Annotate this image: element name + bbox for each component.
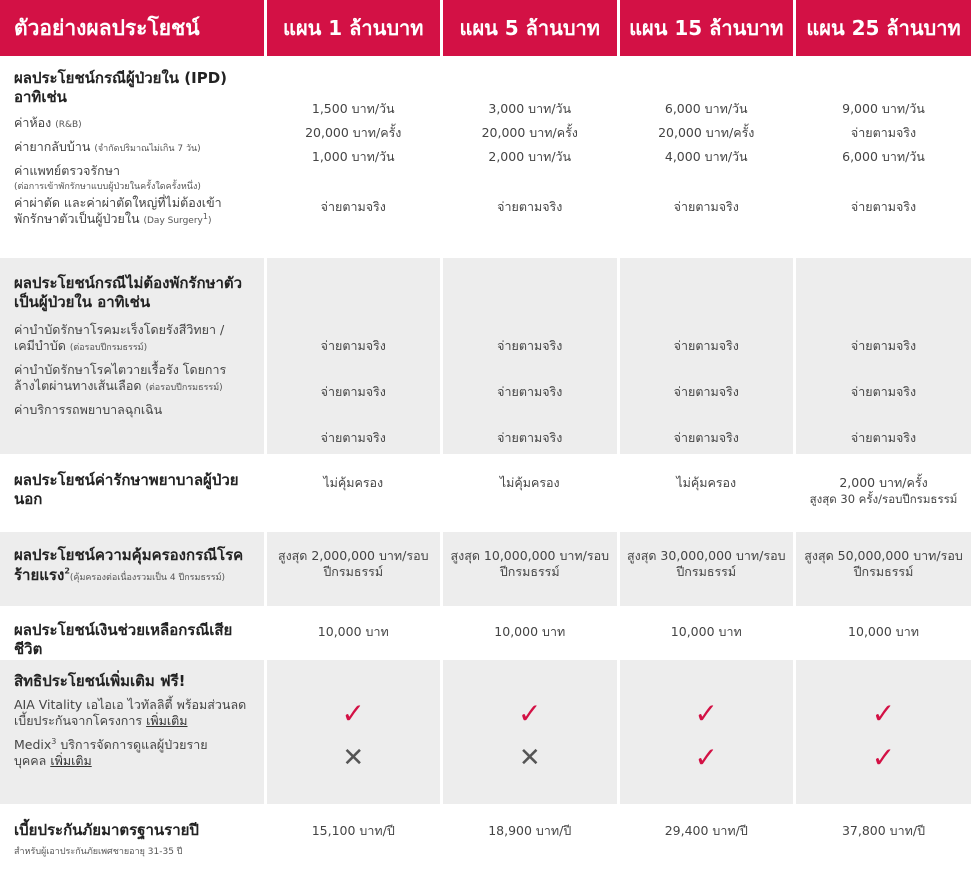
ambulance-value: จ่ายตามจริง	[850, 430, 917, 445]
table-title: ตัวอย่างผลประโยชน์	[0, 0, 265, 57]
extras-plan-3	[618, 660, 795, 805]
nonstay-plan-1	[265, 258, 442, 455]
nonstay-title-1: ผลประโยชน์กรณีไม่ต้องพักรักษาตัว	[14, 274, 243, 292]
medix-label-1: Medix$^3$ บริการจัดการดูแลผู้ป่วยราย	[14, 736, 208, 752]
death-title: ผลประโยชน์เงินช่วยเหลือกรณีเสียชีวิต	[14, 621, 233, 658]
extras-section	[0, 660, 971, 805]
nonstay-section	[0, 258, 971, 455]
check-icon: ✓	[518, 697, 542, 730]
death-plan-3: 10,000 บาท	[618, 607, 795, 660]
premium-plan-1: 15,100 บาท/ปี	[265, 805, 442, 876]
home-med-value: 20,000 บาท/ครั้ง	[481, 125, 578, 140]
opd-value: ไม่คุ้มครอง	[676, 475, 737, 490]
doctor-value: 1,000 บาท/วัน	[311, 149, 395, 164]
opd-plan-4	[795, 455, 971, 532]
opd-title: ผลประโยชน์ค่ารักษาพยาบาลผู้ป่วยนอก	[14, 471, 239, 508]
critical-plan-1: สูงสุด 2,000,000 บาท/รอบ ปีกรมธรรม์	[265, 532, 442, 607]
premium-label-cell	[0, 805, 265, 876]
opd-value: ไม่คุ้มครอง	[499, 475, 560, 490]
kidney-value: จ่ายตามจริง	[850, 384, 917, 399]
plan-header-1: แผน 1 ล้านบาท	[265, 0, 442, 57]
ipd-section	[0, 57, 971, 258]
critical-plan-4: สูงสุด 50,000,000 บาท/รอบ ปีกรมธรรม์	[795, 532, 971, 607]
ipd-title: ผลประโยชน์กรณีผู้ป่วยใน (IPD) อาทิเช่น	[14, 69, 228, 106]
check-icon: ✓	[871, 741, 896, 774]
death-plan-2: 10,000 บาท	[442, 607, 619, 660]
doctor-value: 4,000 บาท/วัน	[664, 149, 748, 164]
cancer-value: จ่ายตามจริง	[497, 338, 563, 353]
home-med-value: 20,000 บาท/ครั้ง	[658, 125, 755, 140]
ipd-plan-2	[442, 57, 619, 258]
opd-value-line2: สูงสุด 30 ครั้ง/รอบปีกรมธรรม์	[809, 492, 958, 506]
opd-value-line1: 2,000 บาท/ครั้ง	[839, 475, 928, 490]
check-icon: ✓	[871, 697, 896, 730]
cancer-value: จ่ายตามจริง	[320, 338, 386, 353]
opd-plan-2	[442, 455, 619, 532]
kidney-value: จ่ายตามจริง	[497, 384, 563, 399]
extras-plan-2	[442, 660, 619, 805]
check-icon: ✓	[694, 741, 718, 774]
nonstay-plan-2	[442, 258, 619, 455]
plan-header-2: แผน 5 ล้านบาท	[442, 0, 619, 57]
room-label: ค่าห้อง (R&B)	[14, 115, 82, 130]
extras-title: สิทธิประโยชน์เพิ่มเติม ฟรี!	[14, 672, 186, 690]
cancer-label-1: ค่าบำบัดรักษาโรคมะเร็งโดยรังสีวิทยา /	[14, 322, 225, 337]
opd-label-cell	[0, 455, 265, 532]
doctor-value: 6,000 บาท/วัน	[842, 149, 925, 164]
medix-more-link[interactable]: เพิ่มเติม	[50, 753, 92, 768]
ambulance-value: จ่ายตามจริง	[673, 430, 739, 445]
doctor-note: (ต่อการเข้าพักรักษาแบบผู้ป่วยในครั้งใดครั้งหนึ่ง)	[14, 182, 201, 192]
opd-plan-3	[618, 455, 795, 532]
ambulance-label: ค่าบริการรถพยาบาลฉุกเฉิน	[14, 402, 163, 417]
plan-header-3: แผน 15 ล้านบาท	[618, 0, 795, 57]
premium-plan-2: 18,900 บาท/ปี	[442, 805, 619, 876]
kidney-label-1: ค่าบำบัดรักษาโรคไตวายเรื้อรัง โดยการ	[14, 362, 227, 377]
extras-labels	[0, 660, 265, 805]
cross-icon: ✕	[342, 743, 365, 773]
cross-icon: ✕	[518, 743, 541, 773]
critical-plan-2: สูงสุด 10,000,000 บาท/รอบ ปีกรมธรรม์	[442, 532, 619, 607]
vitality-label-1: AIA Vitality เอไอเอ ไวทัลลิตี้ พร้อมส่วนลด	[14, 697, 247, 712]
ipd-plan-1	[265, 57, 442, 258]
premium-plan-3: 29,400 บาท/ปี	[618, 805, 795, 876]
ipd-labels	[0, 57, 265, 258]
opd-row	[0, 455, 971, 532]
premium-plan-4: 37,800 บาท/ปี	[795, 805, 971, 876]
cancer-value: จ่ายตามจริง	[673, 338, 739, 353]
home-med-label: ค่ายากลับบ้าน (จำกัดปริมาณไม่เกิน 7 วัน)	[14, 139, 201, 154]
surgery-value: จ่ายตามจริง	[850, 199, 917, 214]
death-row	[0, 607, 971, 660]
opd-value: ไม่คุ้มครอง	[323, 475, 384, 490]
surgery-value: จ่ายตามจริง	[497, 199, 563, 214]
doctor-label: ค่าแพทย์ตรวจรักษา	[14, 163, 120, 178]
opd-plan-1	[265, 455, 442, 532]
critical-title-2: ร้ายแรง$^2$(คุ้มครองต่อเนื่องรวมเป็น 4 ปีกรมธรรม์)	[14, 566, 226, 584]
extras-plan-1	[265, 660, 442, 805]
room-value: 1,500 บาท/วัน	[311, 101, 395, 116]
extras-plan-4	[795, 660, 971, 805]
critical-label-cell	[0, 532, 265, 607]
ambulance-value: จ่ายตามจริง	[497, 430, 563, 445]
check-icon: ✓	[341, 697, 365, 730]
premium-row	[0, 805, 971, 876]
cancer-value: จ่ายตามจริง	[850, 338, 917, 353]
medix-label-2: บุคคล เพิ่มเติม	[14, 753, 92, 768]
cancer-label-2: เคมีบำบัด (ต่อรอบปีกรมธรรม์)	[14, 338, 148, 353]
ipd-plan-4	[795, 57, 971, 258]
home-med-value: จ่ายตามจริง	[850, 125, 917, 140]
nonstay-title-2: เป็นผู้ป่วยใน อาทิเช่น	[14, 293, 151, 311]
room-value: 3,000 บาท/วัน	[488, 101, 572, 116]
surgery-value: จ่ายตามจริง	[673, 199, 739, 214]
nonstay-plan-3	[618, 258, 795, 455]
premium-title: เบี้ยประกันภัยมาตรฐานรายปี	[14, 821, 199, 839]
nonstay-labels	[0, 258, 265, 455]
premium-note: สำหรับผู้เอาประกันภัยเพศชายอายุ 31-35 ปี	[14, 847, 183, 857]
plan-header-4: แผน 25 ล้านบาท	[795, 0, 971, 57]
header-row	[0, 0, 971, 57]
room-value: 9,000 บาท/วัน	[842, 101, 925, 116]
critical-title-1: ผลประโยชน์ความคุ้มครองกรณีโรค	[14, 546, 244, 564]
surgery-label-2: พักรักษาตัวเป็นผู้ป่วยใน (Day Surgery1)	[14, 211, 212, 226]
nonstay-plan-4	[795, 258, 971, 455]
death-plan-4: 10,000 บาท	[795, 607, 971, 660]
home-med-value: 20,000 บาท/ครั้ง	[305, 125, 402, 140]
check-icon: ✓	[694, 697, 718, 730]
death-label-cell	[0, 607, 265, 660]
death-plan-1: 10,000 บาท	[265, 607, 442, 660]
critical-plan-3: สูงสุด 30,000,000 บาท/รอบ ปีกรมธรรม์	[618, 532, 795, 607]
surgery-label-1: ค่าผ่าตัด และค่าผ่าตัดใหญ่ที่ไม่ต้องเข้า	[14, 195, 222, 210]
doctor-value: 2,000 บาท/วัน	[488, 149, 572, 164]
ipd-plan-3	[618, 57, 795, 258]
room-value: 6,000 บาท/วัน	[664, 101, 748, 116]
kidney-label-2: ล้างไตผ่านทางเส้นเลือด (ต่อรอบปีกรมธรรม์)	[14, 378, 223, 393]
ambulance-value: จ่ายตามจริง	[320, 430, 386, 445]
surgery-value: จ่ายตามจริง	[320, 199, 386, 214]
vitality-label-2: เบี้ยประกันจากโครงการ เพิ่มเติม	[14, 713, 188, 728]
kidney-value: จ่ายตามจริง	[673, 384, 739, 399]
kidney-value: จ่ายตามจริง	[320, 384, 386, 399]
critical-row	[0, 532, 971, 607]
vitality-more-link[interactable]: เพิ่มเติม	[146, 713, 188, 728]
